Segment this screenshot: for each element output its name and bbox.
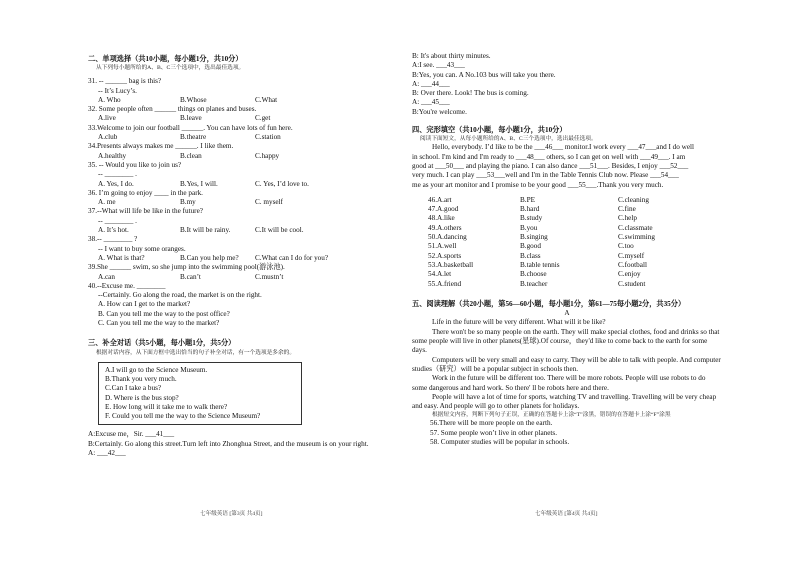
question-stem: 34.Presents always makes me ______. I like them.	[88, 142, 234, 151]
section-4-title: 四、完形填空（共10小题，每小题1分，共10分）	[412, 126, 567, 135]
reading-paragraph: Computers will be very small and easy to carry. They will be able to talk with people. And computer studies（研究）will be a popular subject in schools then.	[412, 355, 721, 373]
question-item	[88, 161, 388, 189]
cloze-option: B.good	[520, 242, 541, 251]
section-3-instructions: 根据对话内容，从下面方框中选出恰当的句子补全对话，有一个选项是多余的。	[96, 349, 296, 356]
cloze-line: me as your art monitor and I promise to be your good ___55___.Thank you very much.	[412, 180, 664, 189]
cloze-option: C.myself	[618, 251, 645, 260]
option: B.It will be rainy.	[180, 226, 231, 235]
option: A. It’s hot.	[98, 226, 129, 235]
question-reply: -- It’s Lucy’s.	[98, 86, 137, 95]
passage-label: A	[564, 309, 570, 318]
cloze-option: B.choose	[520, 270, 547, 279]
reading-passage	[412, 318, 722, 411]
option: B.my	[180, 198, 196, 207]
option: B.Whose	[180, 95, 207, 104]
question-item	[88, 263, 388, 282]
dialog-line: B:Yes, you can. A No.103 bus will take you there.	[412, 70, 556, 79]
option: B.Yes, I will.	[180, 179, 218, 188]
cloze-option: B.PE	[520, 195, 535, 204]
option-row	[88, 180, 388, 189]
cloze-option: B.table tennis	[520, 260, 560, 269]
question-item	[88, 124, 388, 143]
box-option: B.Thank you very much.	[105, 374, 177, 383]
cloze-options-table	[412, 196, 722, 289]
option: C. Yes, I’d love to.	[255, 179, 309, 188]
question-stem: 39.She ______ swim, so she jump into the swimming pool(游泳池).	[88, 263, 285, 272]
option: A. What is that?	[98, 253, 145, 262]
option: C.mustn’t	[255, 272, 284, 281]
cloze-option: B.teacher	[520, 279, 548, 288]
question-40-stem: 40.--Excuse me. ________	[88, 281, 166, 290]
box-option: E. How long will it take me to walk there?	[105, 402, 228, 411]
cloze-option: B.study	[520, 214, 543, 223]
dialog-line: A:I see. ___43___	[412, 61, 465, 70]
section-2-title: 二、单项选择（共10小题，每小题1分，共10分）	[88, 55, 243, 63]
statement: 58. Computer studies will be popular in schools.	[430, 437, 570, 446]
option-row	[88, 198, 388, 207]
option: A.healthy	[98, 151, 127, 160]
cloze-option: C.enjoy	[618, 270, 641, 279]
dialog-line: B: It's about thirty minutes.	[412, 52, 491, 60]
cloze-line: good at ___50___ and playing the piano. I can also dance ___51___. Besides, I enjoy ___52___	[412, 161, 689, 170]
dialog-line: A: ___44___	[412, 79, 450, 88]
option-row	[88, 133, 388, 142]
cloze-option-row	[412, 261, 722, 270]
cloze-option: C.classmate	[618, 223, 653, 232]
cloze-option-row	[412, 252, 722, 261]
question-stem: 35. -- Would you like to join us?	[88, 160, 182, 169]
option-row	[88, 254, 388, 263]
option: B.leave	[180, 114, 202, 123]
question-reply: -- ________ .	[98, 170, 137, 179]
option: B.can’t	[180, 272, 201, 281]
option: A.club	[98, 133, 118, 142]
question-40-option-a: A. How can I get to the market?	[98, 300, 191, 309]
box-option: A.I will go to the Science Museum.	[105, 365, 208, 374]
cloze-option: C.cleaning	[618, 195, 649, 204]
option: B.Can you help me?	[180, 253, 239, 262]
question-reply: -- I want to buy some oranges.	[98, 244, 186, 253]
option-row	[88, 96, 388, 105]
cloze-option-row	[412, 196, 722, 205]
section-3-title: 三、补全对话（共5小题，每小题1分，共5分）	[88, 339, 236, 348]
options-box	[98, 362, 302, 426]
question-stem: 38.-- ________ ?	[88, 235, 138, 244]
dialog-line: A: ___42___	[88, 448, 126, 457]
cloze-option: B.hard	[520, 205, 540, 214]
cloze-option: 53.A.basketball	[428, 260, 474, 269]
question-item	[88, 105, 388, 124]
cloze-option: B.you	[520, 223, 538, 232]
question-stem: 31. -- ______ bag is this?	[88, 77, 162, 86]
true-false-instructions: 根据短文内容，判断下列句子正误，正确的在答题卡上涂“T”涂黑，错误的在答题卡上涂“F”涂黑	[432, 412, 671, 419]
left-column	[88, 52, 388, 458]
option-row	[88, 114, 388, 123]
question-stem: 32. Some people often ______ things on planes and buses.	[88, 105, 257, 114]
question-item	[88, 207, 388, 235]
question-40-reply: --Certainly. Go along the road, the market is on the right.	[98, 291, 262, 300]
section-5-title: 五、阅读理解（共20小题，第56—60小题，每小题1分，第61—75每小题2分，共35分）	[412, 299, 686, 308]
right-column	[412, 52, 722, 447]
multiple-choice-list	[88, 77, 388, 282]
cloze-option: C.football	[618, 260, 647, 269]
box-option: F. Could you tell me the way to the Science Museum?	[105, 412, 261, 421]
cloze-option: 50.A.dancing	[428, 233, 467, 242]
reading-paragraph: There won't be so many people on the earth. They will make special clothes, food and drinks so that some people will live in other planets(星球).Of course，they'd like to come back to the earth for some days.	[412, 327, 720, 355]
question-item	[88, 77, 388, 105]
box-option: D. Where is the bus stop?	[105, 393, 179, 402]
option-row	[88, 152, 388, 161]
cloze-line: very much. I can play ___53___well and I'm in the Table Tennis Club now. Please ___54___	[412, 171, 679, 180]
question-40	[88, 282, 388, 328]
question-stem: 33.Welcome to join our football ______. You can have lots of fun here.	[88, 123, 293, 132]
cloze-option: C.swimming	[618, 233, 655, 242]
page-footer-right: 七年级英语 [第4页 共4页]	[535, 511, 598, 517]
option: A. me	[98, 198, 116, 207]
option: A. Yes, I do.	[98, 179, 134, 188]
question-reply: -- ________ .	[98, 216, 137, 225]
cloze-option: 55.A.friend	[428, 279, 462, 288]
option: C.station	[255, 133, 281, 142]
option: B.clean	[180, 151, 202, 160]
section-2-instructions: 从下列每小题所给的A、B、C三个选项中，选出最佳选项。	[96, 65, 245, 72]
option: C.get	[255, 114, 271, 123]
cloze-option: C.fine	[618, 205, 636, 214]
page-footer-left: 七年级英语 [第3页 共4页]	[200, 511, 263, 517]
dialog-line: A:Excuse me，Sir. ___41___	[88, 430, 175, 439]
question-40-option-b: B. Can you tell me the way to the post office?	[98, 309, 230, 318]
option: C.happy	[255, 151, 280, 160]
cloze-option: 54.A.let	[428, 270, 452, 279]
question-item	[88, 142, 388, 161]
option: A. Who	[98, 95, 121, 104]
cloze-option-row	[412, 280, 722, 289]
cloze-line: in school. I'm kind and I'm ready to ___48___ others, so I can get on well with ___49___. I am	[412, 152, 686, 161]
option: C.What	[255, 95, 278, 104]
statement: 57. Some people won’t live in other planets.	[430, 428, 558, 437]
option: A.can	[98, 272, 115, 281]
cloze-option: 47.A.good	[428, 205, 459, 214]
cloze-option-row	[412, 233, 722, 242]
question-item	[88, 235, 388, 263]
cloze-option: 51.A.well	[428, 242, 457, 251]
cloze-option: B.class	[520, 251, 541, 260]
dialog-line: B: Over there. Look! The bus is coming.	[412, 89, 529, 98]
option: A.live	[98, 114, 116, 123]
cloze-option: 49.A.others	[428, 223, 462, 232]
section-4-instructions: 阅读下面短文，从每小题所给的A、B、C三个选项中，选出最佳选项。	[420, 136, 597, 143]
reading-paragraph: Life in the future will be very different. What will it be like?	[432, 318, 606, 327]
dialog-line: A: ___45___	[412, 98, 450, 107]
option: B.theatre	[180, 133, 207, 142]
dialog-line: B:You're welcome.	[412, 107, 467, 116]
option-row	[88, 273, 388, 282]
cloze-option: C.too	[618, 242, 634, 251]
statement: 56.There will be more people on the earth.	[430, 419, 553, 428]
option: C.What can I do for you?	[255, 253, 329, 262]
cloze-option-row	[412, 205, 722, 214]
question-stem: 37.--What will life be like in the future?	[88, 207, 203, 216]
cloze-option: C.student	[618, 279, 646, 288]
cloze-option: C.help	[618, 214, 637, 223]
option: C. myself	[255, 198, 283, 207]
cloze-option: B.singing	[520, 233, 548, 242]
cloze-option-row	[412, 270, 722, 279]
option-row	[88, 226, 388, 235]
cloze-option: 52.A.sports	[428, 251, 462, 260]
cloze-line: Hello, everybody. I’d like to be the ___46___ monitor.I work every ___47___and I do well	[432, 143, 695, 152]
reading-paragraph: People will have a lot of time for sports, watching TV and travelling. Travelling will be very cheap and easy. And people will go to other planets for holidays.	[412, 392, 717, 411]
cloze-option: 48.A.like	[428, 214, 455, 223]
cloze-option-row	[412, 224, 722, 233]
box-option: C.Can I take a bus?	[105, 384, 162, 393]
dialog-line: B:Certainly. Go along this street.Turn left into Zhonghua Street, and the museum is on your right.	[88, 439, 369, 448]
cloze-option-row	[412, 242, 722, 251]
cloze-passage	[412, 143, 722, 189]
question-item	[88, 189, 388, 208]
question-40-option-c: C. Can you tell me the way to the market?	[98, 319, 220, 328]
reading-paragraph: Work in the future will be different too. There will be more robots. People will use robots to do some dangerous and hard work. So there' ll be robots here and there.	[412, 374, 706, 392]
question-stem: 36. I’m going to enjoy ____ in the park.	[88, 188, 203, 197]
cloze-option-row	[412, 214, 722, 223]
cloze-option: 46.A.art	[428, 195, 452, 204]
option: C.It will be cool.	[255, 226, 304, 235]
